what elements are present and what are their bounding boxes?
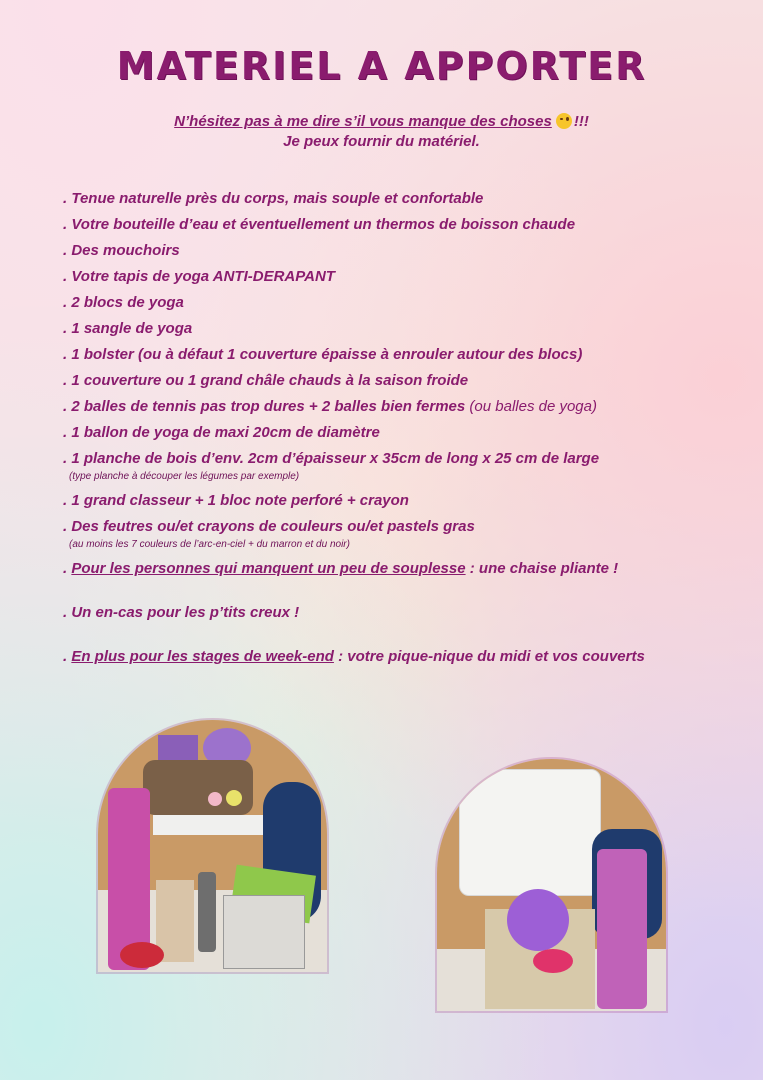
stages-suffix: : votre pique-nique du midi et vos couverts (333, 648, 645, 665)
list-item: . Votre bouteille d’eau et éventuellement un thermos de boisson chaude (63, 216, 576, 233)
chaise-prefix: . (63, 560, 72, 577)
planche-note: (type planche à découper les légumes par exemple) (69, 471, 300, 482)
balls-note: (ou balles de yoga) (469, 398, 597, 415)
list-item: . 1 couverture ou 1 grand châle chauds à la saison froide (63, 372, 469, 389)
intro-exclamation: !!! (573, 113, 589, 130)
list-item: . Votre tapis de yoga ANTI-DERAPANT (63, 268, 335, 285)
yoga-gear-photo (437, 759, 666, 1011)
list-item: . 1 grand classeur + 1 bloc note perforé + crayon (63, 492, 409, 509)
list-item-balls (63, 396, 723, 422)
intro-line-1 (0, 112, 763, 132)
list-item: . 1 bolster (ou à défaut 1 couverture épaisse à enrouler autour des blocs) (63, 346, 583, 363)
list-item-stages (63, 646, 723, 672)
list-item: . Des mouchoirs (63, 242, 180, 259)
list-item-feutres: . Des feutres ou/et crayons de couleurs ou/et pastels gras (63, 518, 475, 535)
list-item-encas: . Un en-cas pour les p’tits creux ! (63, 604, 300, 621)
stages-underlined: En plus pour les stages de week-end (71, 648, 334, 665)
list-item: . 1 ballon de yoga de maxi 20cm de diamètre (63, 424, 380, 441)
winking-face-icon (556, 113, 572, 129)
list-item: . 2 blocs de yoga (63, 294, 184, 311)
intro-underlined-text: N’hésitez pas à me dire s’il vous manque des choses (174, 113, 552, 130)
intro-line-2: Je peux fournir du matériel. (283, 133, 480, 150)
list-item-chaise (63, 558, 723, 584)
equipment-list (63, 188, 723, 672)
feutres-note: (au moins les 7 couleurs de l’arc-en-ciel + du marron et du noir) (69, 539, 350, 550)
list-item: . 1 sangle de yoga (63, 320, 193, 337)
yoga-props-photo (98, 720, 327, 972)
intro (0, 112, 763, 152)
page-title: MATERIEL A APPORTER (116, 44, 647, 88)
balls-text: . 2 balles de tennis pas trop dures + 2 balles bien fermes (63, 398, 466, 415)
chaise-underlined: Pour les personnes qui manquent un peu de souplesse (71, 560, 466, 577)
chaise-suffix: : une chaise pliante ! (465, 560, 619, 577)
list-item-planche: . 1 planche de bois d’env. 2cm d’épaisseur x 35cm de long x 25 cm de large (63, 450, 600, 467)
stages-prefix: . (63, 648, 72, 665)
list-item: . Tenue naturelle près du corps, mais souple et confortable (63, 190, 484, 207)
